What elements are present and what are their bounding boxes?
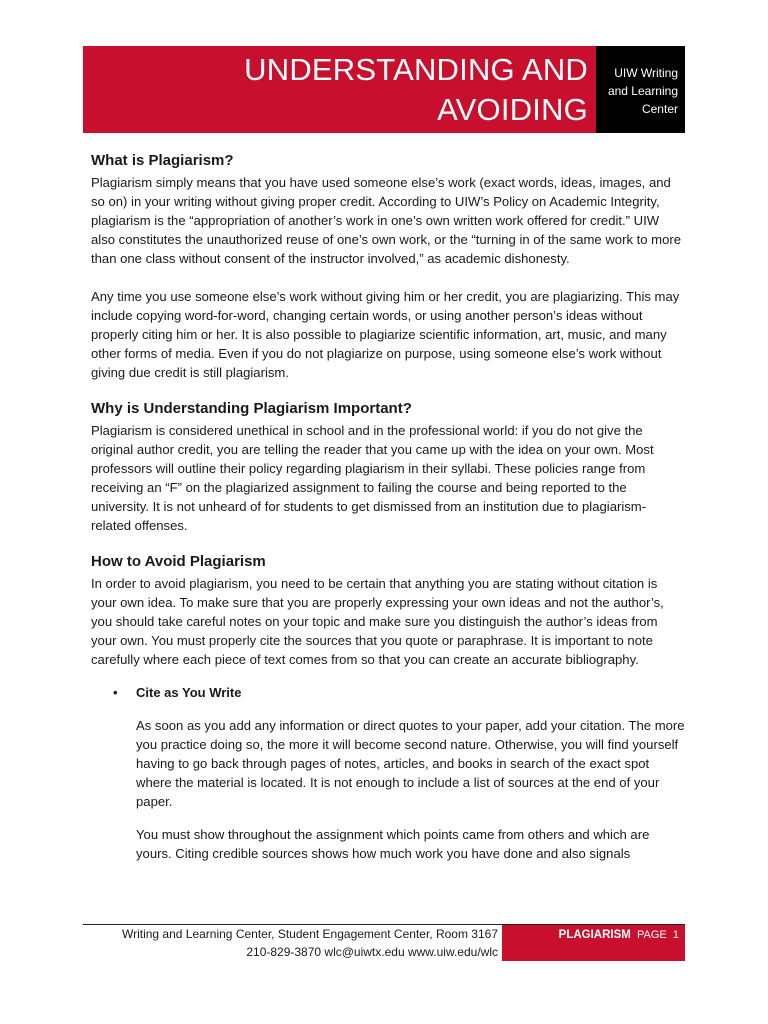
center-name-line3: Center <box>641 102 678 116</box>
section-heading: How to Avoid Plagiarism <box>91 553 266 570</box>
section-heading: What is Plagiarism? <box>91 152 234 169</box>
document-body <box>91 150 686 879</box>
bullet-paragraph: You must show throughout the assignment which points came from others and which are yours. Citing credible sources shows how much work you have done and also signals <box>136 827 650 861</box>
bullet-label: Cite as You Write <box>136 685 242 700</box>
footer-address: Writing and Learning Center, Student Engagement Center, Room 3167 <box>121 927 498 941</box>
center-name-line2: and Learning <box>607 84 678 98</box>
section-how-to-avoid <box>91 551 686 863</box>
document-title-line1: UNDERSTANDING AND AVOIDING <box>244 52 588 127</box>
footer-page-label <box>502 926 679 944</box>
center-name <box>596 64 678 118</box>
paragraph: Any time you use someone else’s work without giving him or her credit, you are plagiarizing. This may include copying word-for-word, changing certain words, or using another person’s ideas without properly citing him or her. It is also possible to plagiarize scientific information, art, music, and many other forms of media. Even if you do not plagiarize on purpose, using someone else’s work without giving due credit is still plagiarism. <box>91 289 680 380</box>
section-heading: Why is Understanding Plagiarism Important? <box>91 400 412 417</box>
footer-contact <box>83 925 498 961</box>
center-name-line1: UIW Writing <box>614 66 678 80</box>
section-why-important <box>91 398 686 535</box>
footer-page-number: 1 <box>672 929 679 941</box>
paragraph: Plagiarism simply means that you have used someone else’s work (exact words, ideas, images, and so on) in your writing without giving proper credit. According to UIW’s Policy on Academic Integrity, plagiarism is the “appropriation of another’s work in one’s own written work offered for credit.” UIW also constitutes the unauthorized reuse of one’s own work, or the “turning in of the same work to more than one class without consent of the instructor involved,” as academic dishonesty. <box>91 175 682 266</box>
footer-section-label: PLAGIARISM <box>558 929 631 941</box>
bullet-paragraph: As soon as you add any information or direct quotes to your paper, add your citation. The more you practice doing so, the more it will become second nature. Otherwise, you will find yourself having to go back through pages of notes, articles, and books in search of the exact spot where the material is located. It is not enough to include a list of sources at the end of your paper. <box>136 718 685 809</box>
paragraph: Plagiarism is considered unethical in school and in the professional world: if you do not give the original author credit, you are telling the reader that you came up with the idea on your own. Most professors will outline their policy regarding plagiarism in their syllabi. These policies range from receiving an “F” on the plagiarized assignment to failing the course and being reported to the university. It is not unheard of for students to get dismissed from an institution due to plagiarism-related offenses. <box>91 423 654 533</box>
footer-page-word: PAGE <box>636 929 667 941</box>
bullet-icon: • <box>113 685 118 700</box>
section-what-is-plagiarism <box>91 150 686 382</box>
footer-contact-info: 210-829-3870 wlc@uiwtx.edu www.uiw.edu/wlc <box>246 945 498 959</box>
document-title-line2: PLAGIARISM <box>396 132 588 167</box>
paragraph: In order to avoid plagiarism, you need to be certain that anything you are stating without citation is your own idea. To make sure that you are properly expressing your own ideas and not the author’s, you should take careful notes on your topic and make sure you distinguish the author’s ideas from your own. You must properly cite the sources that you quote or paraphrase. It is important to note carefully where each piece of text comes from so that you can create an accurate bibliography. <box>91 576 664 667</box>
bullet-item-cite-as-you-write <box>91 683 686 702</box>
